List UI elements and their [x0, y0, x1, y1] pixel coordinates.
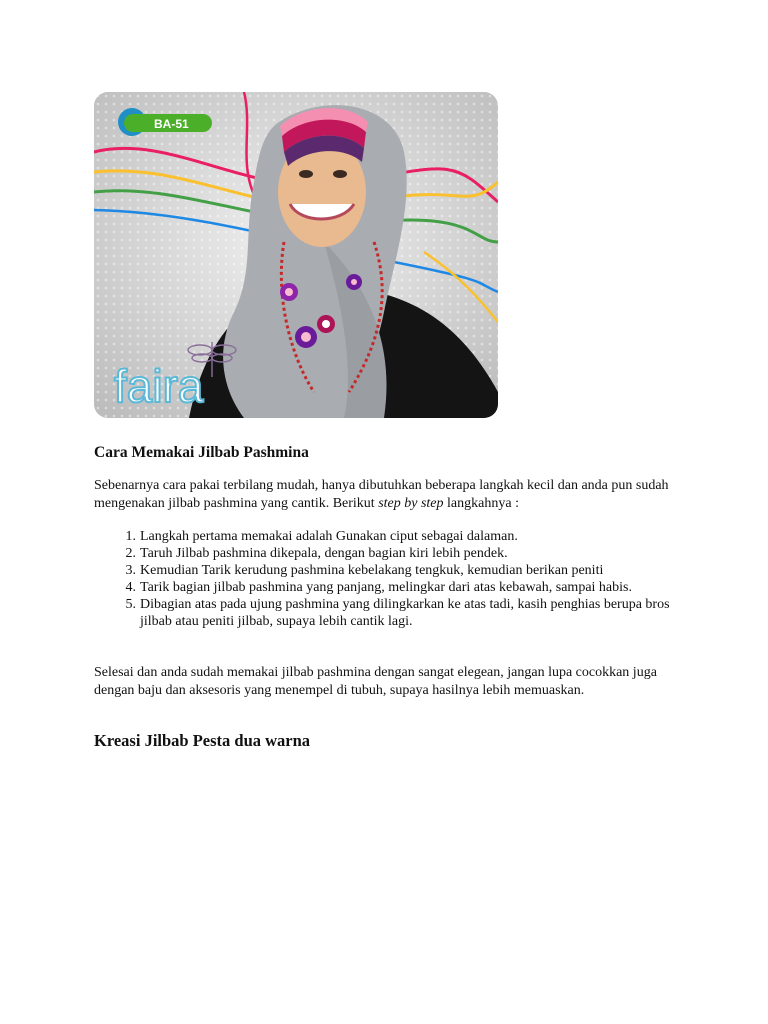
badge-label: BA-51 [154, 117, 189, 131]
list-item: 5. Dibagian atas pada ujung pashmina yang dilingkarkan ke atas tadi, kasih penghias berupa bros jilbab atau peniti jilbab, supaya lebih cantik lagi. [125, 597, 670, 629]
intro-emphasis: step by step [378, 495, 444, 511]
section-heading-pashmina: Cara Memakai Jilbab Pashmina [94, 444, 309, 461]
list-item: 1. Langkah pertama memakai adalah Gunakan ciput sebagai dalaman. [125, 529, 518, 544]
intro-paragraph: Sebenarnya cara pakai terbilang mudah, hanya dibutuhkan beberapa langkah kecil dan anda pun sudah mengenakan jilbab pashmina yang cantik. Berikut step by step langkahnya : [94, 478, 669, 511]
section-heading-pesta: Kreasi Jilbab Pesta dua warna [94, 731, 311, 750]
list-item: 2. Taruh Jilbab pashmina dikepala, dengan bagian kiri lebih pendek. [125, 546, 508, 561]
steps-list [94, 528, 674, 630]
list-item: 4. Tarik bagian jilbab pashmina yang panjang, melingkar dari atas kebawah, sampai habis. [125, 580, 632, 595]
closing-paragraph: Selesai dan anda sudah memakai jilbab pashmina dengan sangat elegean, jangan lupa cocokkan juga dengan baju dan aksesoris yang menempel di tubuh, supaya hasilnya lebih memuaskan. [94, 665, 657, 698]
product-photo [94, 92, 498, 418]
list-item: 3. Kemudian Tarik kerudung pashmina kebelakang tengkuk, kemudian berikan peniti [125, 563, 604, 578]
brand-logo: faira [114, 360, 204, 412]
